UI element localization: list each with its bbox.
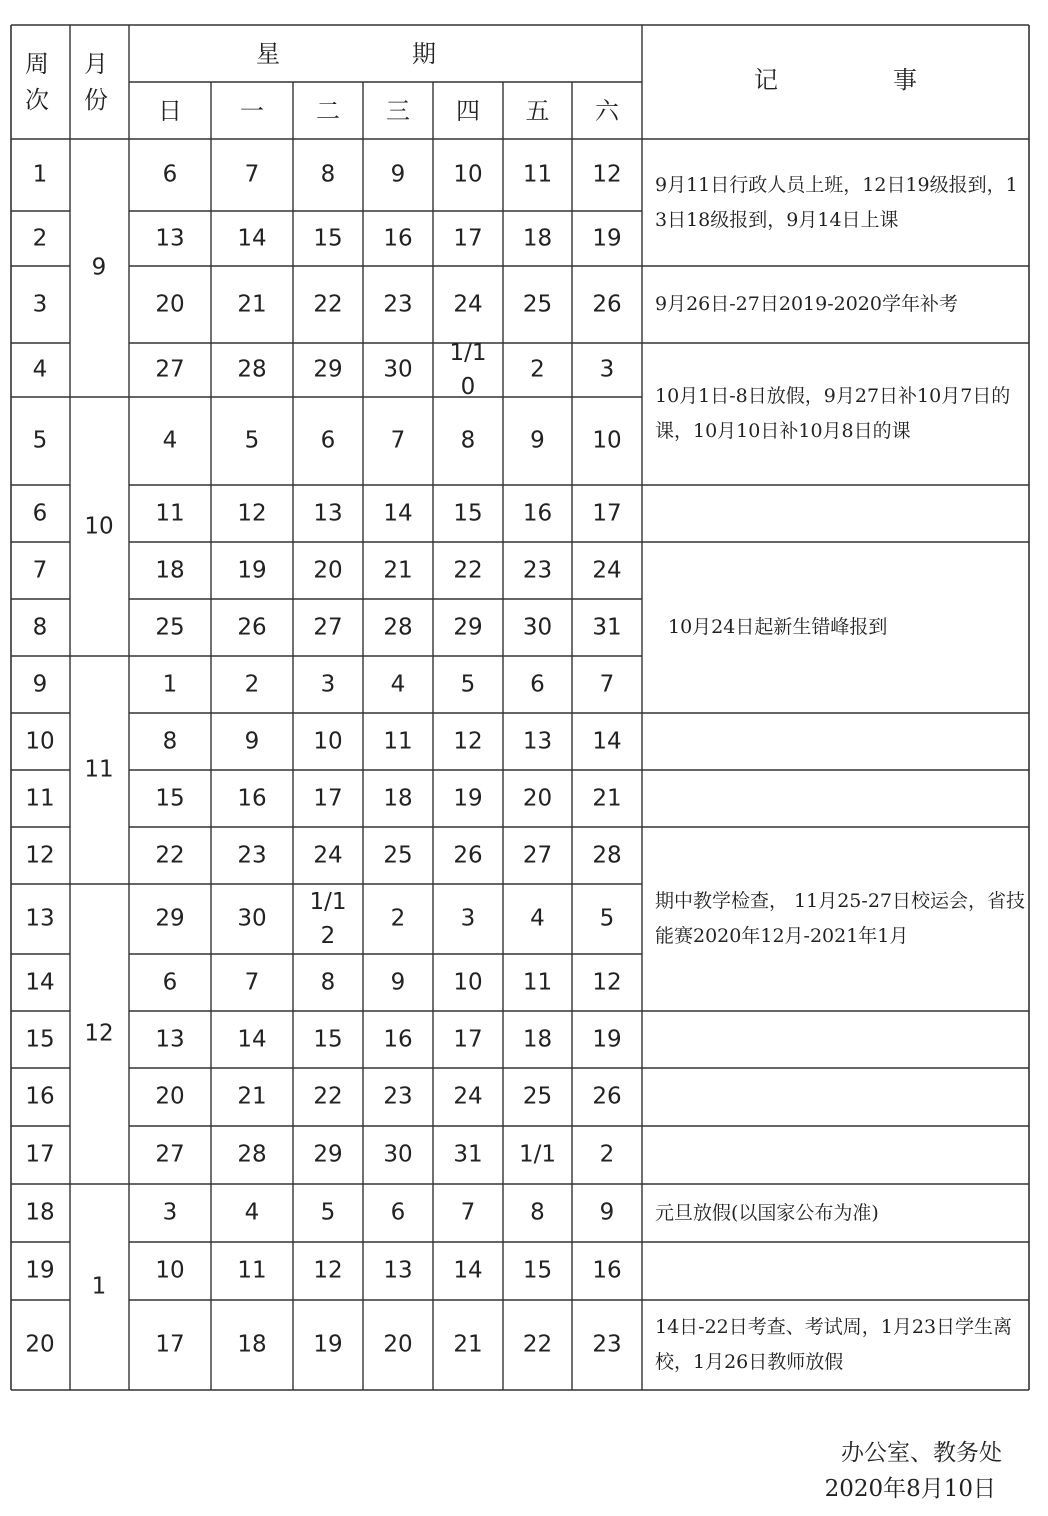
header-day-3: 三 [386,97,410,125]
week-number: 14 [25,969,55,995]
day-cell: 28 [237,1141,267,1168]
header-day-4: 四 [456,97,480,125]
day-cell: 21 [383,557,413,583]
day-cell: 30 [383,1141,413,1168]
day-cell: 27 [155,1141,185,1168]
header-month-label: 月 [84,50,108,78]
day-cell: 14 [592,728,622,754]
day-cell: 20 [155,1083,185,1110]
week-number: 17 [25,1141,55,1168]
day-cell: 20 [383,1331,413,1358]
day-cell: 29 [313,1141,343,1168]
day-cell: 10 [453,161,483,188]
day-cell: 8 [460,427,476,454]
day-cell: 15 [522,1257,553,1284]
day-cell: 4 [390,671,406,697]
day-cell: 16 [592,1257,622,1284]
day-cell: 2 [390,905,406,932]
week-number: 1 [32,161,48,188]
day-cell: 19 [592,225,622,251]
day-cell: 2 [530,356,545,383]
day-cell: 18 [383,785,413,811]
day-cell: 31 [592,614,622,640]
day-cell: 4 [530,905,545,932]
day-cell: 25 [522,1083,553,1110]
week-number: 9 [32,671,48,697]
day-cell: 25 [522,291,553,317]
header-week-label: 周 [25,50,49,78]
day-cell: 9 [390,161,406,188]
day-cell: 15 [313,1026,343,1052]
day-cell: 19 [237,557,267,583]
header-day-1: 一 [240,97,264,125]
header-day-0: 日 [158,97,182,125]
note-text: 元旦放假(以国家公布为准) [655,1201,879,1224]
day-cell-month-start: 1/1 2 [309,889,347,949]
week-number: 2 [32,225,48,251]
day-cell: 29 [313,356,343,383]
week-number: 12 [25,842,55,868]
note-text: 期中教学检查， 11月25-27日校运会，省技能赛2020年12月-2021年1月 [655,890,1025,947]
day-cell: 19 [453,785,483,811]
day-cell: 1/1 [518,1141,557,1168]
week-number: 4 [32,356,48,383]
day-cell: 19 [313,1331,343,1358]
day-cell: 21 [237,1083,267,1110]
day-cell: 21 [237,291,267,317]
day-cell: 18 [155,557,185,583]
day-cell: 11 [383,728,413,754]
day-cell: 23 [237,842,267,868]
day-cell: 22 [522,1331,553,1358]
day-cell: 12 [237,500,267,526]
signature-date: 2020年8月10日 [824,1476,996,1502]
day-cell: 21 [592,785,622,811]
day-cell: 7 [244,969,260,995]
day-cell: 13 [155,225,185,251]
day-cell: 13 [522,728,553,754]
day-cell: 24 [453,1083,483,1110]
day-cell: 3 [599,356,615,383]
day-cell: 11 [522,969,553,995]
day-cell: 12 [592,969,622,995]
day-cell: 12 [313,1257,343,1284]
day-cell: 13 [383,1257,413,1284]
header-notes-label: 记 [754,66,778,94]
day-cell: 8 [530,1199,545,1226]
header-day-2: 二 [316,97,340,125]
day-cell: 9 [244,728,260,754]
day-cell: 3 [162,1199,178,1226]
day-cell: 30 [383,356,413,383]
day-cell: 14 [453,1257,483,1284]
day-cell: 15 [313,225,343,251]
month-label: 12 [84,1020,114,1047]
week-number: 18 [25,1199,55,1226]
note-text: 14日-22日考查、考试周，1月23日学生离校，1月26日教师放假 [655,1316,1013,1373]
day-cell: 12 [592,161,622,188]
week-number: 7 [32,557,48,583]
day-cell: 8 [320,161,336,188]
day-cell: 22 [155,842,185,868]
day-cell: 11 [522,161,553,188]
day-cell: 26 [453,842,483,868]
day-cell: 8 [162,728,178,754]
day-cell: 25 [383,842,413,868]
day-cell: 24 [592,557,622,583]
day-cell: 24 [453,291,483,317]
day-cell: 17 [453,1026,483,1052]
note-text: 9月26日-27日2019-2020学年补考 [655,293,958,315]
day-cell: 7 [460,1199,476,1226]
week-number: 11 [25,785,55,811]
note-text: 10月24日起新生错峰报到 [668,616,888,638]
day-cell: 14 [383,500,413,526]
note-text: 10月1日-8日放假，9月27日补10月7日的课，10月10日补10月8日的课 [655,385,1011,442]
day-cell: 10 [313,728,343,754]
day-cell: 5 [320,1199,336,1226]
day-cell: 7 [599,671,615,697]
day-cell: 22 [453,557,483,583]
day-cell: 17 [313,785,343,811]
day-cell: 11 [155,500,185,526]
day-cell: 22 [313,1083,343,1110]
day-cell: 20 [522,785,553,811]
day-cell: 18 [237,1331,267,1358]
header-month-label: 份 [84,86,108,114]
day-cell: 24 [313,842,343,868]
header-day-5: 五 [525,97,550,125]
day-cell: 27 [313,614,343,640]
header-day-6: 六 [595,97,619,125]
day-cell: 27 [155,356,185,383]
header-week-label: 次 [25,86,49,114]
day-cell: 4 [162,427,178,454]
week-number: 5 [32,427,48,454]
day-cell: 23 [383,291,413,317]
day-cell: 14 [237,225,267,251]
day-cell: 23 [383,1083,413,1110]
week-number: 19 [25,1257,55,1284]
day-cell: 15 [155,785,185,811]
month-label: 9 [91,254,107,281]
day-cell: 10 [155,1257,185,1284]
day-cell: 5 [460,671,476,697]
day-cell: 6 [390,1199,406,1226]
day-cell: 5 [244,427,260,454]
day-cell: 25 [155,614,185,640]
day-cell: 30 [522,614,553,640]
day-cell: 9 [390,969,406,995]
day-cell: 29 [453,614,483,640]
month-label: 11 [84,756,114,783]
week-number: 20 [25,1331,55,1358]
day-cell: 26 [592,1083,622,1110]
day-cell: 18 [522,1026,553,1052]
day-cell: 26 [592,291,622,317]
header-notes-label: 事 [893,66,917,94]
header-weekday-label: 星 [256,40,280,68]
week-number: 6 [32,500,48,526]
week-number: 16 [25,1083,55,1110]
day-cell: 6 [162,969,178,995]
day-cell: 6 [162,161,178,188]
day-cell: 7 [244,161,260,188]
day-cell: 17 [453,225,483,251]
day-cell: 28 [592,842,622,868]
day-cell: 3 [320,671,336,697]
day-cell: 29 [155,905,185,932]
month-label: 1 [91,1273,107,1300]
day-cell: 16 [383,225,413,251]
week-number: 8 [32,614,48,640]
day-cell: 1 [162,671,178,697]
day-cell: 20 [155,291,185,317]
day-cell: 9 [599,1199,615,1226]
day-cell: 9 [530,427,545,454]
month-label: 10 [84,513,114,539]
day-cell: 8 [320,969,336,995]
day-cell: 12 [453,728,483,754]
signature-office: 办公室、教务处 [841,1440,1002,1466]
day-cell: 23 [522,557,553,583]
day-cell: 20 [313,557,343,583]
day-cell: 10 [592,427,622,454]
day-cell: 28 [383,614,413,640]
day-cell: 16 [522,500,553,526]
day-cell: 26 [237,614,267,640]
day-cell: 3 [460,905,476,932]
day-cell: 13 [155,1026,185,1052]
day-cell: 17 [155,1331,185,1358]
day-cell: 13 [313,500,343,526]
week-number: 15 [25,1026,55,1052]
day-cell: 15 [453,500,483,526]
header-weekday-label: 期 [412,40,436,68]
day-cell: 5 [599,905,615,932]
day-cell: 16 [383,1026,413,1052]
day-cell: 31 [453,1141,483,1168]
day-cell: 30 [237,905,267,932]
day-cell: 14 [237,1026,267,1052]
day-cell: 2 [599,1141,615,1168]
week-number: 10 [25,728,55,754]
day-cell: 18 [522,225,553,251]
day-cell: 6 [530,671,545,697]
day-cell: 2 [244,671,260,697]
day-cell: 4 [244,1199,260,1226]
day-cell: 28 [237,356,267,383]
day-cell: 27 [522,842,553,868]
day-cell: 11 [237,1257,267,1284]
day-cell: 22 [313,291,343,317]
day-cell: 6 [320,427,336,454]
day-cell: 19 [592,1026,622,1052]
week-number: 3 [32,291,48,317]
day-cell: 10 [453,969,483,995]
day-cell: 17 [592,500,622,526]
week-number: 13 [25,905,55,932]
day-cell: 23 [592,1331,622,1358]
day-cell: 21 [453,1331,483,1358]
note-text: 9月11日行政人员上班，12日19级报到，13日18级报到，9月14日上课 [655,173,1018,231]
day-cell-month-start: 1/1 0 [449,340,487,400]
day-cell: 16 [237,785,267,811]
day-cell: 7 [390,427,406,454]
